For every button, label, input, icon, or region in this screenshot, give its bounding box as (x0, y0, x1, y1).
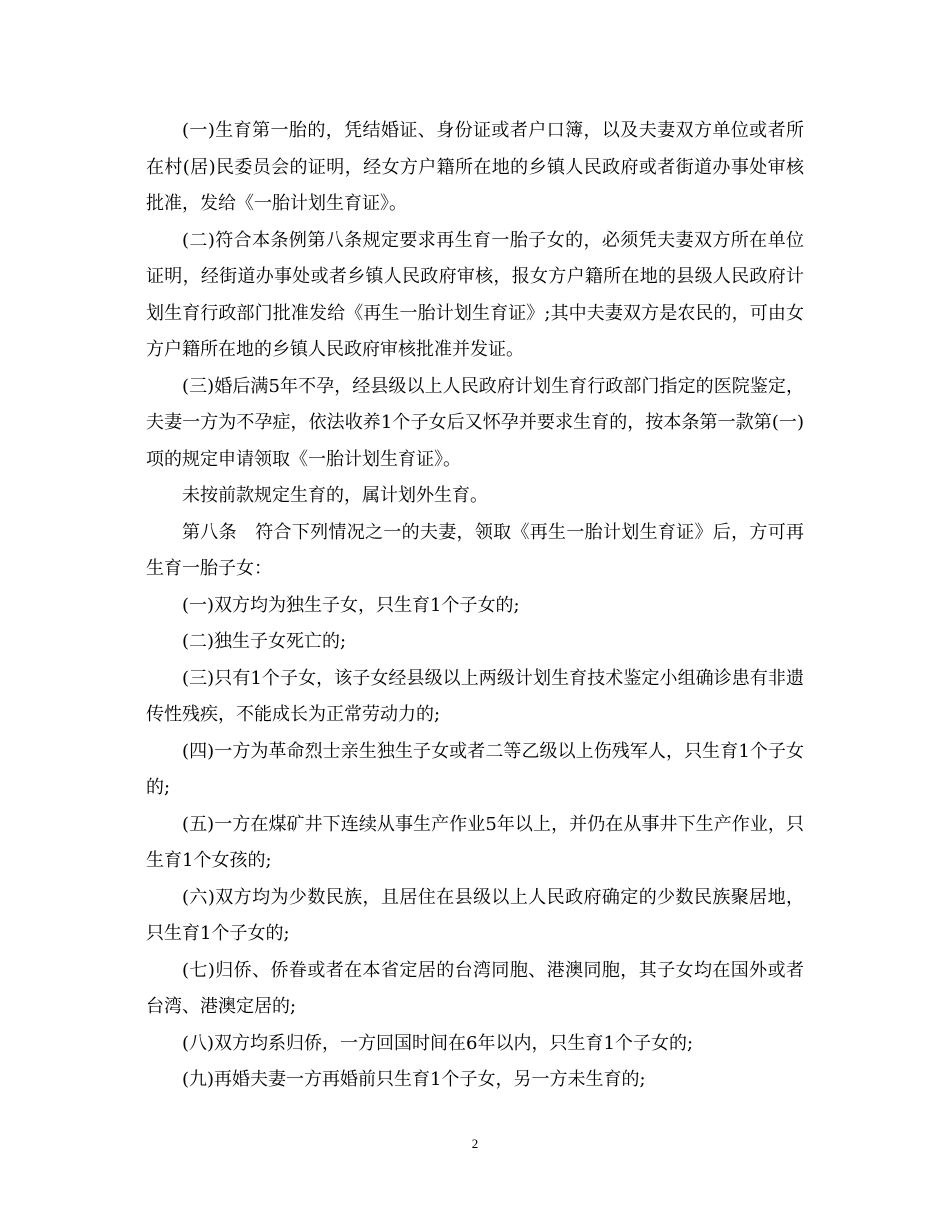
paragraph-item-6: (六)双方均为少数民族，且居住在县级以上人民政府确定的少数民族聚居地，只生育1个子女的; (146, 886, 804, 944)
paragraph-4: 未按前款规定生育的，属计划外生育。 (182, 485, 488, 506)
paragraph-2: (二)符合本条例第八条规定要求再生育一胎子女的，必须凭夫妻双方所在单位证明，经街道办事处或者乡镇人民政府审核，报女方户籍所在地的县级人民政府计划生育行政部门批准发给《再生一胎计划生育证》;其中夫妻双方是农民的，可由女方户籍所在地的乡镇人民政府审核批准并发证。 (146, 229, 804, 360)
page-number: 2 (471, 1136, 479, 1151)
paragraph-item-2: (二)独生子女死亡的; (182, 631, 347, 652)
paragraph-item-9: (九)再婚夫妻一方再婚前只生育1个子女，另一方未生育的; (182, 1069, 646, 1090)
paragraph-item-7: (七)归侨、侨眷或者在本省定居的台湾同胞、港澳同胞，其子女均在国外或者台湾、港澳定居的; (146, 959, 804, 1017)
paragraph-item-8: (八)双方均系归侨，一方回国时间在6年以内，只生育1个子女的; (182, 1032, 694, 1054)
paragraph-3: (三)婚后满5年不孕，经县级以上人民政府计划生育行政部门指定的医院鉴定，夫妻一方为不孕症，依法收养1个子女后又怀孕并要求生育的，按本条第一款第(一)项的规定申请领取《一胎计划生育证》。 (146, 375, 804, 470)
paragraph-item-3: (三)只有1个子女，该子女经县级以上两级计划生育技术鉴定小组确诊患有非遗传性残疾，不能成长为正常劳动力的; (146, 667, 804, 725)
paragraph-item-4: (四)一方为革命烈士亲生独生子女或者二等乙级以上伤残军人，只生育1个子女的; (146, 740, 804, 798)
paragraph-article-8: 第八条 符合下列情况之一的夫妻，领取《再生一胎计划生育证》后，方可再生育一胎子女： (146, 521, 804, 579)
paragraph-item-1: (一)双方均为独生子女，只生育1个子女的; (182, 594, 520, 616)
paragraph-item-5: (五)一方在煤矿井下连续从事生产作业5年以上，并仍在从事井下生产作业，只生育1个女孩的; (146, 813, 804, 871)
paragraph-1: (一)生育第一胎的，凭结婚证、身份证或者户口簿，以及夫妻双方单位或者所在村(居)民委员会的证明，经女方户籍所在地的乡镇人民政府或者街道办事处审核批准，发给《一胎计划生育证》。 (146, 120, 804, 214)
document-body (146, 113, 804, 1099)
